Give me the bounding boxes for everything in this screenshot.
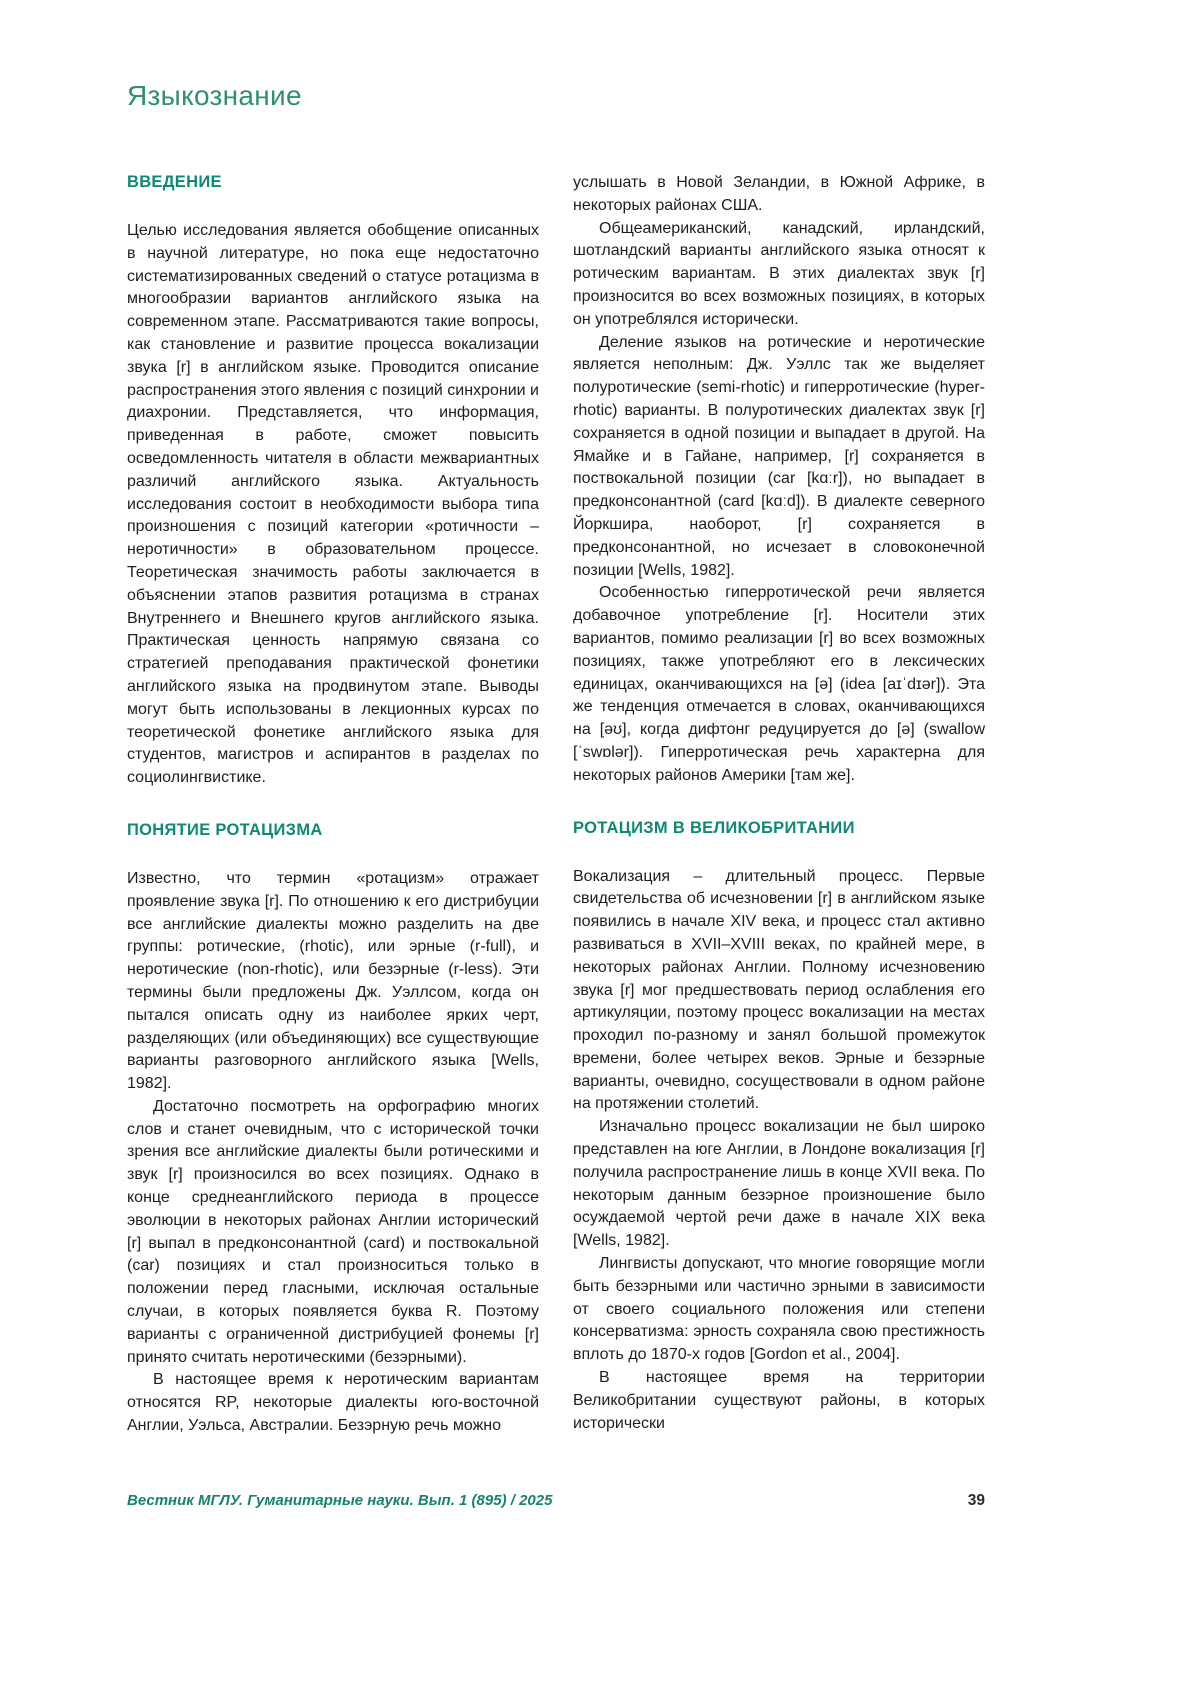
paragraph-ponyatie-3: В настоящее время к неротическим вариантам относятся RP, некоторые диалекты юго-восточной Англии, Уэльса, Австралии. Безэрную речь можно	[127, 1371, 539, 1435]
paragraph-uk-3: Лингвисты допускают, что многие говорящие могли быть безэрными или частично эрными в зависимости от своего социального положения или степени консерватизма: эрность сохраняла свою престижность вплоть до 1870-х годов [Gordon et al., 2004].	[573, 1255, 985, 1364]
paragraph-continuation: услышать в Новой Зеландии, в Южной Африке, в некоторых районах США.	[573, 174, 985, 214]
paragraph-uk-1: Вокализация – длительный процесс. Первые свидетельства об исчезновении [r] в английском языке появились в начале XIV века, и процесс стал активно развиваться в XVII–XVIII веках, по крайней мере, в некоторых районах Англии. Полному исчезновению звука [r] мог предшествовать период ослабления его артикуляции, поэтому процесс вокализации на местах проходил по-разному и занял большой промежуток времени, более четырех веков. Эрные и безэрные варианты, очевидно, сосуществовали в одном районе на протяжении столетий.	[573, 867, 985, 1113]
paragraph-ponyatie-1: Известно, что термин «ротацизм» отражает проявление звука [r]. По отношению к его дистрибуции все английские диалекты можно разделить на две группы: ротические, (rhotic), или эрные (r-full), и неротические (non-rhotic), или безэрные (r-less). Эти термины были предложены Дж. Уэллсом, когда он пытался описать одну из наиболее ярких черт, разделяющих (или объединяющих) все существующие варианты разговорного английского языка [Wells, 1982].	[127, 869, 539, 1093]
paragraph-semi-hyper-rhotic: Деление языков на ротические и неротические является неполным: Дж. Уэллс так же выделяет полуротические (semi-rhotic) и гиперротические (hyper-rhotic) варианты. В полуротических диалектах звук [r] сохраняется в одной позиции и выпадает в другой. На Ямайке и в Гайане, например, [r] сохраняется в поствокальной позиции (car [kɑːr]), но выпадает в предконсонантной (card [kɑːd]). В диалекте северного Йоркшира, наоборот, [r] сохраняется в предконсонантной, но исчезает в словоконечной позиции [Wells, 1982].	[573, 333, 985, 579]
paragraph-uk-4: В настоящее время на территории Великобритании существуют районы, в которых исторически	[573, 1369, 985, 1432]
paragraph-ponyatie-2: Достаточно посмотреть на орфографию многих слов и станет очевидным, что с исторической точки зрения все английские диалекты были ротическими и звук [r] произносился во всех позициях. Однако в конце среднеанглийского периода в процессе эволюции в некоторых районах Англии исторический [r] выпал в предконсонантной (card) и поствокальной (car) позициях и стал произноситься только в положении перед гласными, исключая остальные случаи, в которых появляется буква R. Поэтому варианты с ограниченной дистрибуцией фонемы [r] принято считать неротическими (безэрными).	[127, 1097, 539, 1366]
paragraph-rhotic-variants: Общеамериканский, канадский, ирландский, шотландский варианты английского языка относят к ротическим вариантам. В этих диалектах звук [r] произносится во всех возможных позициях, в которых он употреблялся исторически.	[573, 219, 985, 328]
section-heading-rotacizm-uk: РОТАЦИЗМ В ВЕЛИКОБРИТАНИИ	[573, 818, 855, 837]
right-column	[573, 172, 985, 1438]
paragraph-vvedenie-1: Целью исследования является обобщение описанных в научной литературе, но пока еще недостаточно систематизированных сведений о статусе ротацизма в многообразии вариантов английского языка на современном этапе. Рассматриваются такие вопросы, как становление и развитие процесса вокализации звука [r] в английском языке. Проводится описание распространения этого явления с позиций синхронии и диахронии. Представляется, что информация, приведенная в работе, сможет повысить осведомленность читателя в области межвариантных различий английского языка. Актуальность исследования состоит в необходимости выбора типа произношения с позиций категории «ротичности – неротичности» в образовательном процессе. Теоретическая значимость работы заключается в объяснении этапов развития ротацизма в странах Внутреннего и Внешнего кругов английского языка. Практическая ценность напрямую связана со стратегией преподавания практической фонетики английского языка на продвинутом этапе. Выводы могут быть использованы в лекционных курсах по теоретической фонетике английского языка для студентов, магистров и аспирантов в разделах по социолингвистике.	[127, 222, 539, 787]
paragraph-hyper-rhotic-speech: Особенностью гиперротической речи является добавочное употребление [r]. Носители этих вариантов, помимо реализации [r] во всех возможных позициях, также употребляют его в лексических единицах, оканчивающихся на [ə] (idea [aɪˈdɪər]). Эта же тенденция отмечается в словах, оканчивающихся на [əʊ], когда дифтонг редуцируется до [ə] (swallow [ˈswɒlər]). Гиперротическая речь характерна для некоторых районов Америки [там же].	[573, 584, 985, 784]
page-number: 39	[967, 1492, 985, 1509]
section-heading-vvedenie: ВВЕДЕНИЕ	[127, 173, 222, 191]
paragraph-uk-2: Изначально процесс вокализации не был широко представлен на юге Англии, в Лондоне вокализация [r] получила распространение лишь в конце XVII века. По некоторым данным безэрное произношение было осуждаемой чертой речи даже в начале XIX века [Wells, 1982].	[573, 1118, 985, 1250]
section-heading-ponyatie-rotacizma: ПОНЯТИЕ РОТАЦИЗМА	[127, 820, 323, 839]
left-column	[127, 172, 539, 1438]
rubric-title: Языкознание	[127, 80, 302, 111]
journal-reference: Вестник МГЛУ. Гуманитарные науки. Вып. 1 (895) / 2025	[127, 1492, 553, 1509]
two-column-text	[127, 172, 985, 1438]
page-footer	[127, 1492, 985, 1510]
